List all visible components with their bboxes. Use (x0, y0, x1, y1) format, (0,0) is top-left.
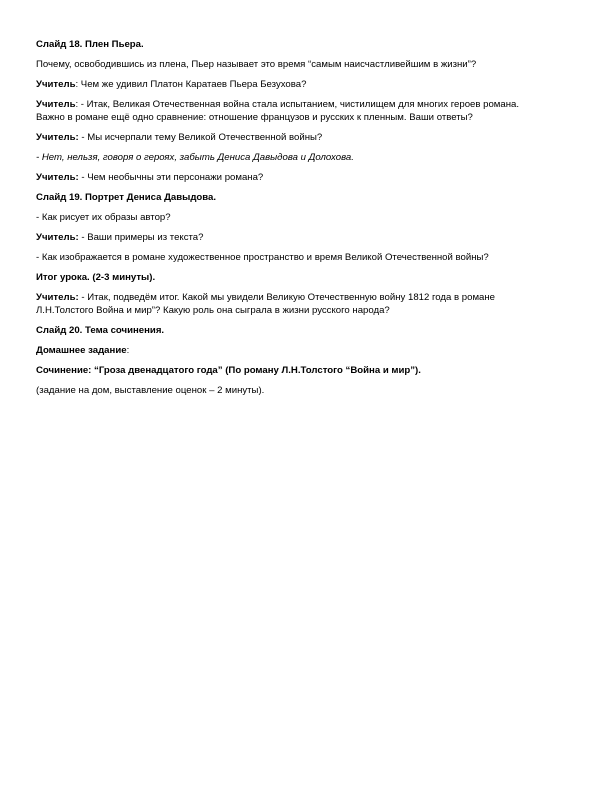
slide-20-heading: Слайд 20. Тема сочинения. (36, 325, 165, 336)
teacher-label: Учитель (36, 99, 76, 110)
paragraph-teacher-unusual-characters (36, 171, 576, 184)
teacher-label: Учитель: (36, 232, 79, 243)
homework-label: Домашнее задание (36, 345, 127, 356)
teacher-text: - Мы исчерпали тему Великой Отечественной войны? (78, 132, 323, 143)
slide-19-heading: Слайд 19. Портрет Дениса Давыдова. (36, 192, 217, 203)
paragraph-teacher-exhausted-topic (36, 131, 576, 144)
teacher-text-line2: Важно в романе ещё одно сравнение: отношение французов и русских к пленным. Ваши ответы? (36, 112, 473, 123)
teacher-label: Учитель: (36, 172, 79, 183)
paragraph-teacher-war-trial (36, 98, 576, 124)
lesson-summary-heading: Итог урока. (2-3 минуты). (36, 272, 156, 283)
teacher-label: Учитель: (36, 132, 79, 143)
teacher-text: - Чем необычны эти персонажи романа? (78, 172, 264, 183)
paragraph-teacher-karataev (36, 78, 576, 91)
essay-topic: Сочинение: “Гроза двенадцатого года” (По роману Л.Н.Толстого “Война и мир”). (36, 365, 421, 376)
paragraph-teacher-summary (36, 291, 576, 317)
paragraph-teacher-examples (36, 231, 576, 244)
homework-colon: : (126, 345, 130, 356)
teacher-text: - Ваши примеры из текста? (78, 232, 204, 243)
slide-18-heading: Слайд 18. Плен Пьера. (36, 39, 144, 50)
teacher-label: Учитель (36, 79, 76, 90)
teacher-text: : Чем же удивил Платон Каратаев Пьера Безухова? (75, 79, 307, 90)
paragraph-answer-davydov-dolokhov: - Нет, нельзя, говоря о героях, забыть Дениса Давыдова и Долохова. (36, 152, 354, 163)
teacher-text-line1: : - Итак, Великая Отечественная война стала испытанием, чистилищем для многих героев романа. (75, 99, 520, 110)
homework-note: (задание на дом, выставление оценок – 2 минуты). (36, 385, 265, 396)
teacher-label: Учитель: (36, 292, 79, 303)
paragraph-question-author-images: - Как рисует их образы автор? (36, 212, 171, 223)
paragraph-question-pierre-captivity: Почему, освободившись из плена, Пьер называет это время “самым наисчастливейшим в жизни”? (36, 59, 477, 70)
homework-heading (36, 344, 576, 357)
teacher-text-line2: Л.Н.Толстого Война и мир”? Какую роль она сыграла в жизни русского народа? (36, 305, 390, 316)
document-body (36, 38, 576, 404)
teacher-text-line1: - Итак, подведём итог. Какой мы увидели Великую Отечественную войну 1812 года в романе (78, 292, 496, 303)
paragraph-question-space-time: - Как изображается в романе художественное пространство и время Великой Отечественной войны? (36, 252, 489, 263)
